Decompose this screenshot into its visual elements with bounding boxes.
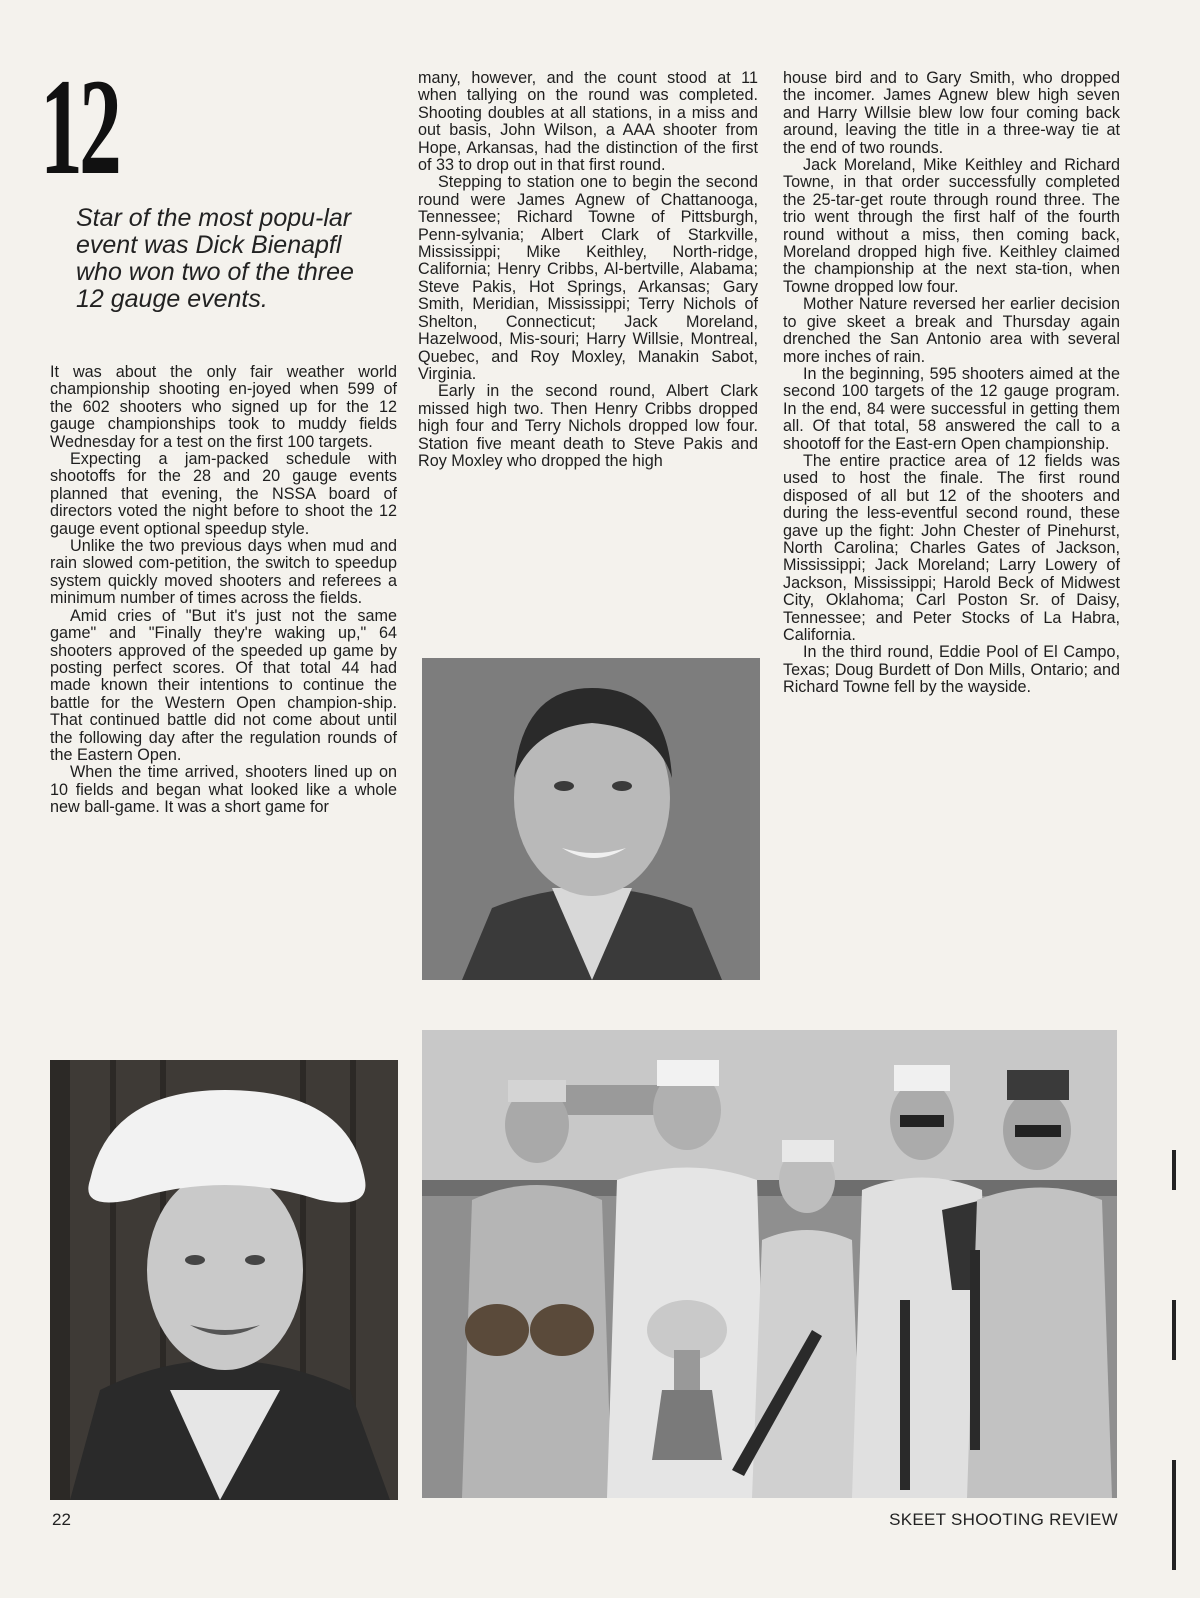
paragraph: house bird and to Gary Smith, who dropped the incomer. James Agnew blew high seven and Harry Willsie blew low four coming back around, leaving the title in a three-way tie at the end of two rounds. — [783, 69, 1120, 157]
paragraph: Amid cries of "But it's just not the same game" and "Finally they're waking up," 64 shooters approved of the speeded up game by posting perfect scores. Of that total 44 had made known their intentions to continue the battle for the Western Open champion-ship. That continued battle did not come about until the following day after the regulation rounds of the Eastern Open. — [50, 606, 397, 764]
paragraph: Mother Nature reversed her earlier decision to give skeet a break and Thursday again drenched the San Antonio area with several more inches of rain. — [783, 295, 1120, 366]
scan-edge-mark — [1172, 1460, 1176, 1570]
paragraph: Jack Moreland, Mike Keithley and Richard Towne, in that order successfully completed the 25-tar-get route through round three. The trio went through the first half of the fourth round without a miss, then coming back, Moreland dropped high five. Keithley claimed the championship at the next sta-tion, when Towne dropped low four. — [783, 156, 1120, 296]
article-deck — [76, 205, 376, 313]
cowboy-hat-photo — [50, 1060, 398, 1500]
text-column-1 — [50, 364, 397, 817]
paragraph: Unlike the two previous days when mud and rain slowed com-petition, the switch to speedup system quickly moved shooters and referees a minimum number of times across the fields. — [50, 537, 397, 608]
paragraph: In the beginning, 595 shooters aimed at the second 100 targets of the 12 gauge program. In the end, 84 were successful in getting them all. Of that total, 58 answered the call to a shootoff for the East-ern Open championship. — [783, 364, 1120, 453]
text-column-3 — [783, 70, 1120, 697]
paragraph: It was about the only fair weather world championship shooting en-joyed when 599 of the 602 shooters who signed up for the 12 gauge championships took to muddy fields Wednesday for a test on the first 100 targets. — [50, 363, 397, 451]
paragraph: Early in the second round, Albert Clark missed high two. Then Henry Cribbs dropped high four and Terry Nichols dropped low four. Station five meant death to Steve Pakis and Roy Moxley who dropped the high — [418, 382, 758, 470]
group-trophy-photo — [422, 1030, 1117, 1498]
scan-edge-mark — [1172, 1150, 1176, 1190]
publication-name: SKEET SHOOTING REVIEW — [889, 1510, 1118, 1529]
text-column-2 — [418, 70, 758, 470]
section-number: 12 — [40, 50, 119, 203]
deck-text: Star of the most popu-lar event was Dick Bienapfl who won two of the three 12 gauge events. — [76, 204, 354, 313]
paragraph: In the third round, Eddie Pool of El Campo, Texas; Doug Burdett of Don Mills, Ontario; and Richard Towne fell by the wayside. — [783, 643, 1120, 697]
paragraph: The entire practice area of 12 fields was used to host the finale. The first round disposed of all but 12 of the shooters and during the less-eventful second round, these gave up the fight: John Chester of Pinehurst, North Carolina; Charles Gates of Jackson, Mississippi; Jack Moreland; Larry Lowery of Jackson, Mississippi; Harold Beck of Midwest City, Oklahoma; Carl Poston Sr. of Daisy, Tennessee; and Peter Stocks of La Habra, California. — [783, 451, 1120, 644]
paragraph: many, however, and the count stood at 11 when tallying on the round was completed. Shooting doubles at all stations, in a miss and out basis, John Wilson, a AAA shooter from Hope, Arkansas, had the distinction of the first of 33 to drop out in that first round. — [418, 69, 758, 175]
paragraph: When the time arrived, shooters lined up on 10 fields and began what looked like a whole new ball-game. It was a short game for — [50, 763, 397, 817]
scan-edge-mark — [1172, 1300, 1176, 1360]
page-number: 22 — [52, 1510, 71, 1529]
paragraph: Stepping to station one to begin the second round were James Agnew of Chattanooga, Tennessee; Richard Towne of Pittsburgh, Penn-sylvania; Albert Clark of Starkville, Mississippi; Mike Keithley, North-ridge, California; Henry Cribbs, Al-bertville, Alabama; Steve Pakis, Hot Springs, Arkansas; Gary Smith, Meridian, Mississippi; Terry Nichols of Shelton, Connecticut; Jack Moreland, Hazelwood, Mis-souri; Harry Willsie, Montreal, Quebec, and Roy Moxley, Manakin Sabot, Virginia. — [418, 173, 758, 383]
portrait-photo — [422, 658, 760, 980]
paragraph: Expecting a jam-packed schedule with shootoffs for the 28 and 20 gauge events planned that evening, the NSSA board of directors voted the night before to shoot the 12 gauge event optional speedup style. — [50, 450, 397, 538]
